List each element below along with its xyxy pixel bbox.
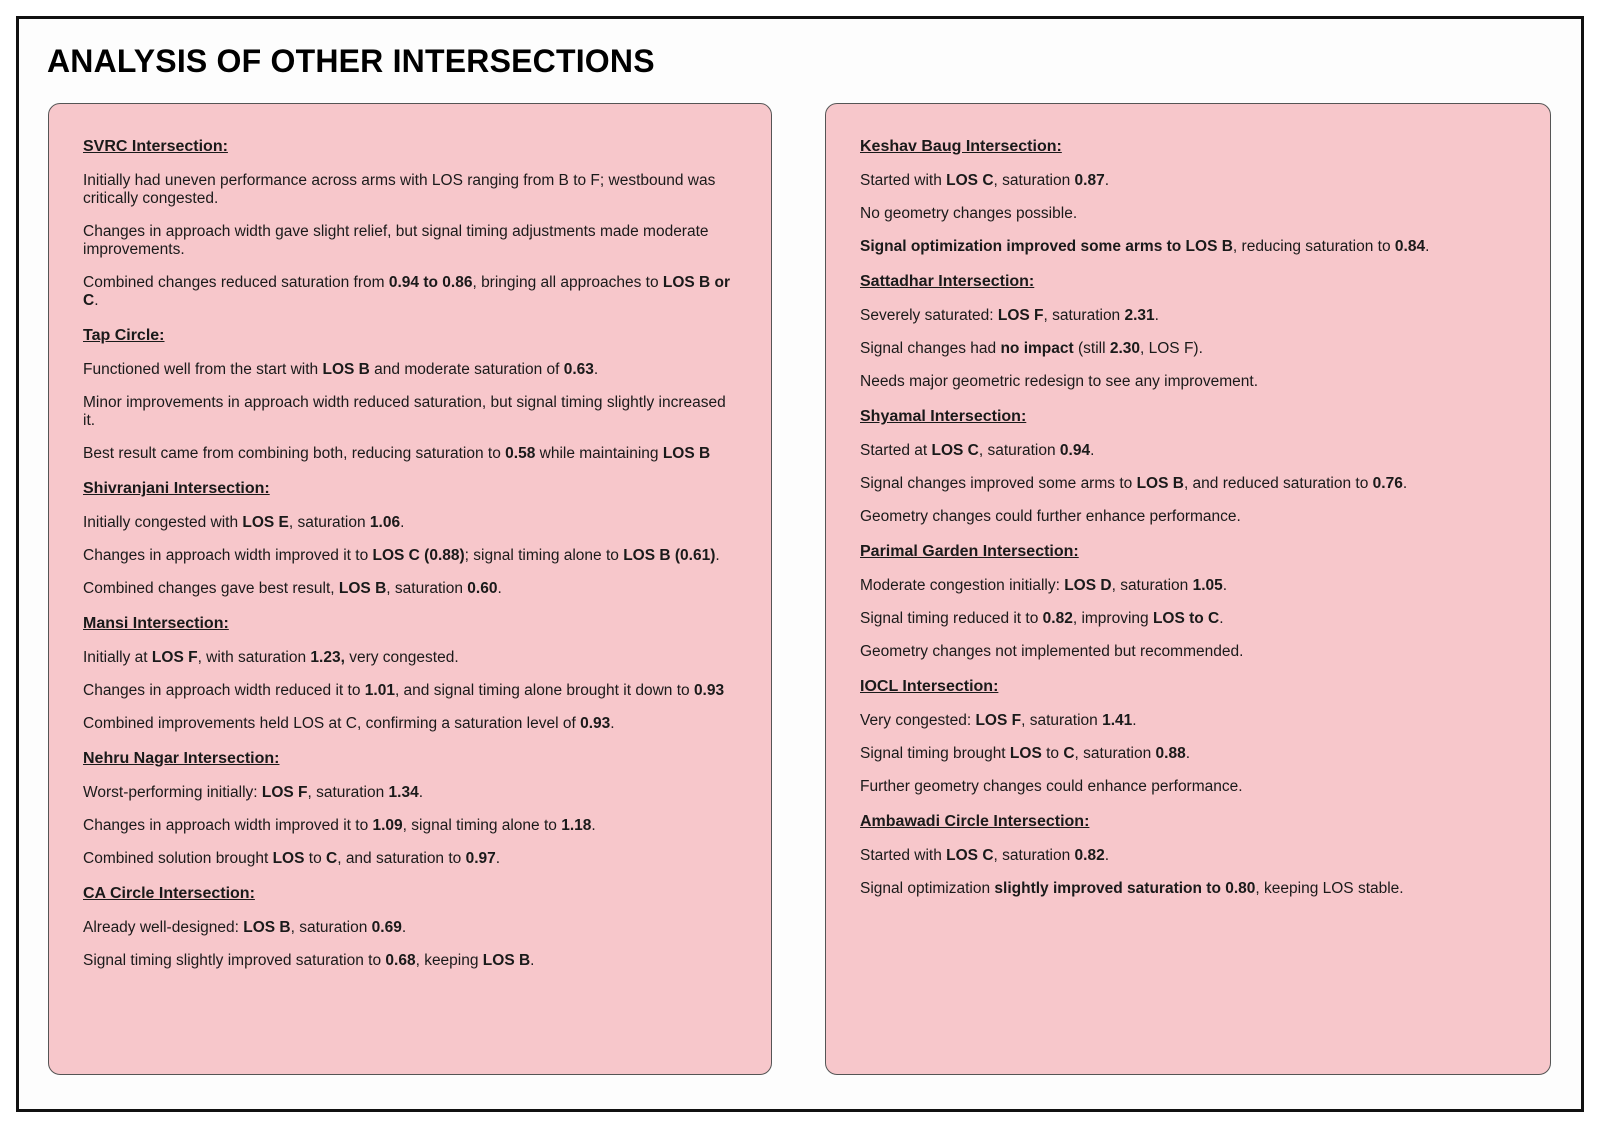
body-text: . bbox=[715, 547, 720, 564]
body-text: , saturation bbox=[386, 580, 468, 597]
emphasis-text: 1.18 bbox=[561, 817, 592, 834]
body-text: Combined changes gave best result, bbox=[83, 580, 339, 597]
emphasis-text: LOS bbox=[1009, 745, 1042, 762]
finding-paragraph bbox=[860, 577, 1516, 595]
emphasis-text: 0.69 bbox=[371, 919, 402, 936]
emphasis-text: LOS B (0.61) bbox=[623, 547, 716, 564]
document-frame bbox=[16, 16, 1584, 1112]
finding-paragraph bbox=[83, 919, 737, 937]
body-text: , saturation bbox=[978, 442, 1060, 459]
emphasis-text: LOS F bbox=[997, 307, 1044, 324]
emphasis-text: LOS B bbox=[1136, 475, 1184, 492]
body-text: . bbox=[94, 292, 99, 309]
emphasis-text: no impact bbox=[1000, 340, 1074, 357]
finding-paragraph bbox=[860, 880, 1516, 898]
body-text: . bbox=[1222, 577, 1228, 594]
emphasis-text: LOS D bbox=[1064, 577, 1112, 594]
body-text: Signal changes had bbox=[860, 340, 1001, 357]
body-text: Functioned well from the start with bbox=[83, 361, 323, 378]
body-text: Worst-performing initially: bbox=[83, 784, 262, 801]
body-text: . bbox=[1132, 712, 1137, 729]
emphasis-text: LOS B bbox=[338, 580, 387, 597]
emphasis-text: LOS C (0.88) bbox=[372, 547, 465, 564]
emphasis-text: 0.93 bbox=[580, 715, 611, 732]
finding-paragraph bbox=[83, 547, 737, 565]
finding-paragraph bbox=[83, 649, 737, 667]
finding-paragraph bbox=[83, 580, 737, 598]
emphasis-text: 0.97 bbox=[465, 850, 496, 867]
emphasis-text: 0.88 bbox=[1155, 745, 1186, 762]
body-text: , saturation bbox=[307, 784, 389, 801]
emphasis-text: 1.41 bbox=[1102, 712, 1133, 729]
body-text: Changes in approach width reduced it to bbox=[83, 682, 365, 699]
section-heading-tap-circle: Tap Circle: bbox=[83, 327, 165, 344]
finding-paragraph bbox=[860, 643, 1516, 661]
finding-paragraph bbox=[860, 508, 1516, 526]
emphasis-text: 2.31 bbox=[1124, 307, 1155, 324]
body-text: . bbox=[1219, 610, 1224, 627]
right-panel bbox=[825, 103, 1551, 1075]
finding-paragraph bbox=[860, 712, 1516, 730]
body-text: Moderate congestion initially: bbox=[860, 577, 1065, 594]
emphasis-text: 0.68 bbox=[385, 952, 416, 969]
body-text: Minor improvements in approach width reduced saturation, but signal timing slightly increased it. bbox=[83, 394, 726, 429]
finding-paragraph bbox=[83, 817, 737, 835]
finding-paragraph bbox=[860, 442, 1516, 460]
emphasis-text: 1.34 bbox=[388, 784, 419, 801]
body-text: , saturation bbox=[993, 847, 1075, 864]
body-text: , saturation bbox=[290, 919, 372, 936]
section-heading-sattadhar-intersection: Sattadhar Intersection: bbox=[860, 273, 1035, 290]
emphasis-text: 0.63 bbox=[563, 361, 594, 378]
emphasis-text: C bbox=[326, 850, 338, 867]
emphasis-text: LOS F bbox=[975, 712, 1022, 729]
body-text: , saturation bbox=[1111, 577, 1193, 594]
body-text: . bbox=[1090, 442, 1095, 459]
emphasis-text: C bbox=[1063, 745, 1075, 762]
body-text: No geometry changes possible. bbox=[860, 205, 1078, 222]
body-text: Combined improvements held LOS at C, confirming a saturation level of bbox=[83, 715, 581, 732]
emphasis-text: LOS C bbox=[946, 172, 994, 189]
body-text: Geometry changes not implemented but recommended. bbox=[860, 643, 1244, 660]
finding-paragraph bbox=[860, 172, 1516, 190]
body-text: Already well-designed: bbox=[83, 919, 244, 936]
body-text: . bbox=[401, 919, 407, 936]
emphasis-text: LOS F bbox=[151, 649, 198, 666]
emphasis-text: LOS to C bbox=[1152, 610, 1220, 627]
finding-paragraph bbox=[860, 340, 1516, 358]
finding-paragraph bbox=[83, 514, 737, 532]
finding-paragraph bbox=[860, 238, 1516, 256]
body-text: , keeping LOS stable. bbox=[1255, 880, 1404, 897]
body-text: . bbox=[1154, 307, 1159, 324]
body-text: Changes in approach width improved it to bbox=[83, 547, 373, 564]
finding-paragraph bbox=[83, 361, 737, 379]
emphasis-text: LOS B bbox=[482, 952, 531, 969]
body-text: , keeping bbox=[415, 952, 483, 969]
emphasis-text: 0.82 bbox=[1042, 610, 1073, 627]
body-text: Signal timing brought bbox=[860, 745, 1010, 762]
body-text: . bbox=[418, 784, 423, 801]
emphasis-text: LOS E bbox=[242, 514, 289, 531]
emphasis-text: 1.05 bbox=[1192, 577, 1223, 594]
emphasis-text: Signal optimization improved some arms to LOS B bbox=[860, 238, 1233, 255]
body-text: , saturation bbox=[1021, 712, 1103, 729]
body-text: Started with bbox=[860, 847, 947, 864]
emphasis-text: slightly improved saturation to 0.80 bbox=[994, 880, 1256, 897]
body-text: , saturation bbox=[288, 514, 370, 531]
emphasis-text: 1.06 bbox=[369, 514, 401, 531]
finding-paragraph bbox=[83, 394, 737, 430]
section-heading-nehru-nagar-intersection: Nehru Nagar Intersection: bbox=[83, 750, 280, 767]
emphasis-text: 0.58 bbox=[505, 445, 536, 462]
emphasis-text: LOS B bbox=[322, 361, 370, 378]
body-text: Started with bbox=[860, 172, 947, 189]
finding-paragraph bbox=[860, 847, 1516, 865]
emphasis-text: 0.94 bbox=[1059, 442, 1091, 459]
finding-paragraph bbox=[83, 223, 737, 259]
body-text: Best result came from combining both, reducing saturation to bbox=[83, 445, 506, 462]
body-text: , saturation bbox=[1043, 307, 1125, 324]
body-text: Geometry changes could further enhance performance. bbox=[860, 508, 1241, 525]
body-text: , bringing all approaches to bbox=[472, 274, 663, 291]
finding-paragraph bbox=[83, 850, 737, 868]
section-heading-svrc-intersection: SVRC Intersection: bbox=[83, 138, 228, 155]
finding-paragraph bbox=[83, 172, 737, 208]
body-text: , saturation bbox=[1074, 745, 1156, 762]
body-text: . bbox=[400, 514, 405, 531]
section-heading-mansi-intersection: Mansi Intersection: bbox=[83, 615, 229, 632]
body-text: Severely saturated: bbox=[860, 307, 998, 324]
section-heading-parimal-garden-intersection: Parimal Garden Intersection: bbox=[860, 543, 1079, 560]
emphasis-text: 1.09 bbox=[372, 817, 403, 834]
finding-paragraph bbox=[860, 745, 1516, 763]
section-heading-shyamal-intersection: Shyamal Intersection: bbox=[860, 408, 1027, 425]
section-heading-ambawadi-circle-intersection: Ambawadi Circle Intersection: bbox=[860, 813, 1090, 830]
finding-paragraph bbox=[860, 373, 1516, 391]
body-text: Changes in approach width gave slight relief, but signal timing adjustments made moderate improvements. bbox=[83, 223, 709, 258]
emphasis-text: LOS C bbox=[946, 847, 994, 864]
body-text: to bbox=[1041, 745, 1064, 762]
body-text: Changes in approach width improved it to bbox=[83, 817, 373, 834]
body-text: . bbox=[530, 952, 535, 969]
body-text: Further geometry changes could enhance performance. bbox=[860, 778, 1243, 795]
emphasis-text: 0.94 to 0.86 bbox=[388, 274, 473, 291]
finding-paragraph bbox=[860, 205, 1516, 223]
body-text: , improving bbox=[1072, 610, 1153, 627]
emphasis-text: LOS bbox=[272, 850, 305, 867]
body-text: Combined solution brought bbox=[83, 850, 273, 867]
body-text: , signal timing alone to bbox=[402, 817, 562, 834]
section-heading-iocl-intersection: IOCL Intersection: bbox=[860, 678, 999, 695]
body-text: very congested. bbox=[344, 649, 459, 666]
finding-paragraph bbox=[860, 610, 1516, 628]
body-text: (still bbox=[1073, 340, 1110, 357]
left-panel bbox=[48, 103, 772, 1075]
body-text: , saturation bbox=[993, 172, 1075, 189]
body-text: , reducing saturation to bbox=[1232, 238, 1395, 255]
body-text: Initially at bbox=[83, 649, 152, 666]
body-text: Very congested: bbox=[860, 712, 976, 729]
body-text: Signal timing slightly improved saturation to bbox=[83, 952, 386, 969]
section-heading-keshav-baug-intersection: Keshav Baug Intersection: bbox=[860, 138, 1062, 155]
emphasis-text: LOS F bbox=[261, 784, 308, 801]
emphasis-text: 0.60 bbox=[467, 580, 498, 597]
body-text: ; signal timing alone to bbox=[464, 547, 624, 564]
finding-paragraph bbox=[860, 778, 1516, 796]
body-text: . bbox=[1425, 238, 1430, 255]
finding-paragraph bbox=[83, 274, 737, 310]
body-text: Signal optimization bbox=[860, 880, 995, 897]
emphasis-text: 1.23, bbox=[310, 649, 345, 666]
emphasis-text: 0.93 bbox=[693, 682, 725, 699]
body-text: . bbox=[591, 817, 596, 834]
section-heading-shivranjani-intersection: Shivranjani Intersection: bbox=[83, 480, 270, 497]
emphasis-text: LOS C bbox=[931, 442, 979, 459]
emphasis-text: LOS B bbox=[243, 919, 291, 936]
body-text: . bbox=[1402, 475, 1408, 492]
body-text: to bbox=[304, 850, 326, 867]
emphasis-text: 0.76 bbox=[1372, 475, 1403, 492]
body-text: . bbox=[497, 580, 502, 597]
body-text: . bbox=[593, 361, 599, 378]
emphasis-text: 2.30 bbox=[1109, 340, 1141, 357]
body-text: , and reduced saturation to bbox=[1183, 475, 1373, 492]
body-text: while maintaining bbox=[535, 445, 663, 462]
finding-paragraph bbox=[860, 475, 1516, 493]
body-text: Needs major geometric redesign to see any improvement. bbox=[860, 373, 1259, 390]
body-text: Started at bbox=[860, 442, 932, 459]
body-text: and moderate saturation of bbox=[369, 361, 564, 378]
body-text: . bbox=[610, 715, 615, 732]
finding-paragraph bbox=[83, 952, 737, 970]
emphasis-text: LOS B or C bbox=[83, 274, 731, 309]
body-text: , LOS F). bbox=[1140, 340, 1203, 357]
emphasis-text: 0.84 bbox=[1394, 238, 1426, 255]
body-text: , and signal timing alone brought it down to bbox=[394, 682, 694, 699]
emphasis-text: LOS B bbox=[662, 445, 711, 462]
body-text: , with saturation bbox=[197, 649, 311, 666]
finding-paragraph bbox=[83, 784, 737, 802]
finding-paragraph bbox=[860, 307, 1516, 325]
body-text: Signal timing reduced it to bbox=[860, 610, 1043, 627]
finding-paragraph bbox=[83, 682, 737, 700]
emphasis-text: 0.82 bbox=[1074, 847, 1105, 864]
body-text: . bbox=[1185, 745, 1191, 762]
body-text: . bbox=[495, 850, 501, 867]
body-text: Initially congested with bbox=[83, 514, 243, 531]
body-text: . bbox=[1104, 847, 1110, 864]
body-text: Initially had uneven performance across arms with LOS ranging from B to F; westbound was critically congested. bbox=[83, 172, 716, 207]
section-heading-ca-circle-intersection: CA Circle Intersection: bbox=[83, 885, 255, 902]
body-text: Signal changes improved some arms to bbox=[860, 475, 1137, 492]
body-text: . bbox=[1104, 172, 1110, 189]
body-text: , and saturation to bbox=[337, 850, 466, 867]
emphasis-text: 1.01 bbox=[364, 682, 395, 699]
finding-paragraph bbox=[83, 715, 737, 733]
body-text: Combined changes reduced saturation from bbox=[83, 274, 389, 291]
emphasis-text: 0.87 bbox=[1074, 172, 1105, 189]
finding-paragraph bbox=[83, 445, 737, 463]
page-title: ANALYSIS OF OTHER INTERSECTIONS bbox=[47, 43, 655, 79]
